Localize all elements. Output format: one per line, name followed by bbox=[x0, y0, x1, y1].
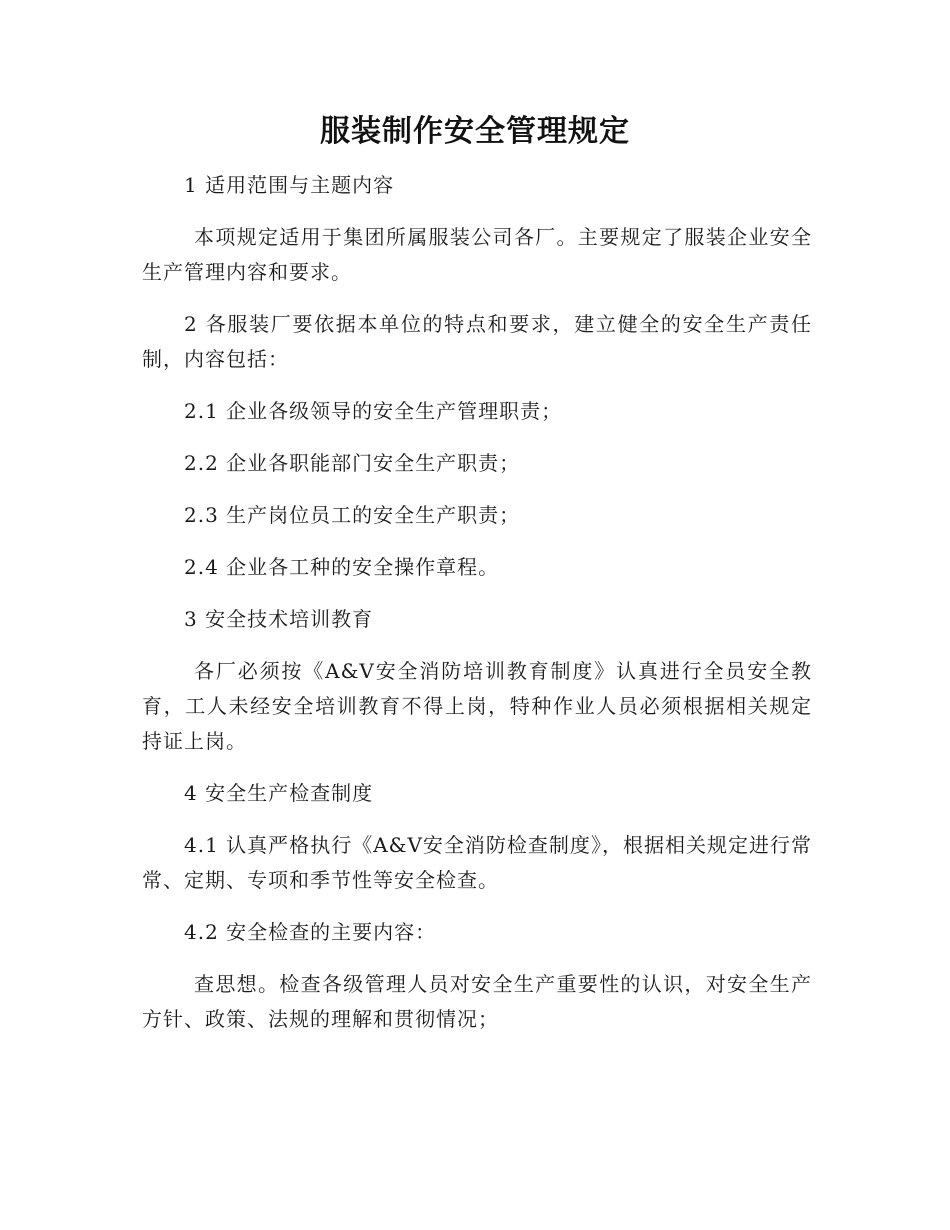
paragraph: 本项规定适用于集团所属服装公司各厂。主要规定了服装企业安全生产管理内容和要求。 bbox=[142, 225, 812, 284]
section-heading: 3 安全技术培训教育 bbox=[184, 607, 374, 631]
list-item: 2.3 生产岗位员工的安全生产职责； bbox=[184, 503, 521, 527]
document-body bbox=[142, 168, 812, 1054]
section-heading: 4 安全生产检查制度 bbox=[184, 781, 374, 805]
page-title: 服装制作安全管理规定 bbox=[320, 114, 630, 149]
paragraph: 各厂必须按《A&V安全消防培训教育制度》认真进行全员安全教育，工人未经安全培训教育不得上岗，特种作业人员必须根据相关规定持证上岗。 bbox=[142, 659, 812, 753]
list-item: 2.2 企业各职能部门安全生产职责； bbox=[184, 451, 521, 475]
list-item: 2.1 企业各级领导的安全生产管理职责； bbox=[184, 399, 563, 423]
list-item: 2.4 企业各工种的安全操作章程。 bbox=[184, 555, 500, 579]
paragraph: 查思想。检查各级管理人员对安全生产重要性的认识，对安全生产方针、政策、法规的理解和贯彻情况； bbox=[142, 972, 812, 1031]
section-heading: 1 适用范围与主题内容 bbox=[184, 173, 395, 197]
section-heading: 2 各服装厂要依据本单位的特点和要求，建立健全的安全生产责任制，内容包括： bbox=[142, 312, 812, 371]
list-item: 4.1 认真严格执行《A&V安全消防检查制度》，根据相关规定进行常常、定期、专项和季节性等安全检查。 bbox=[142, 833, 812, 892]
list-item: 4.2 安全检查的主要内容： bbox=[184, 920, 437, 944]
